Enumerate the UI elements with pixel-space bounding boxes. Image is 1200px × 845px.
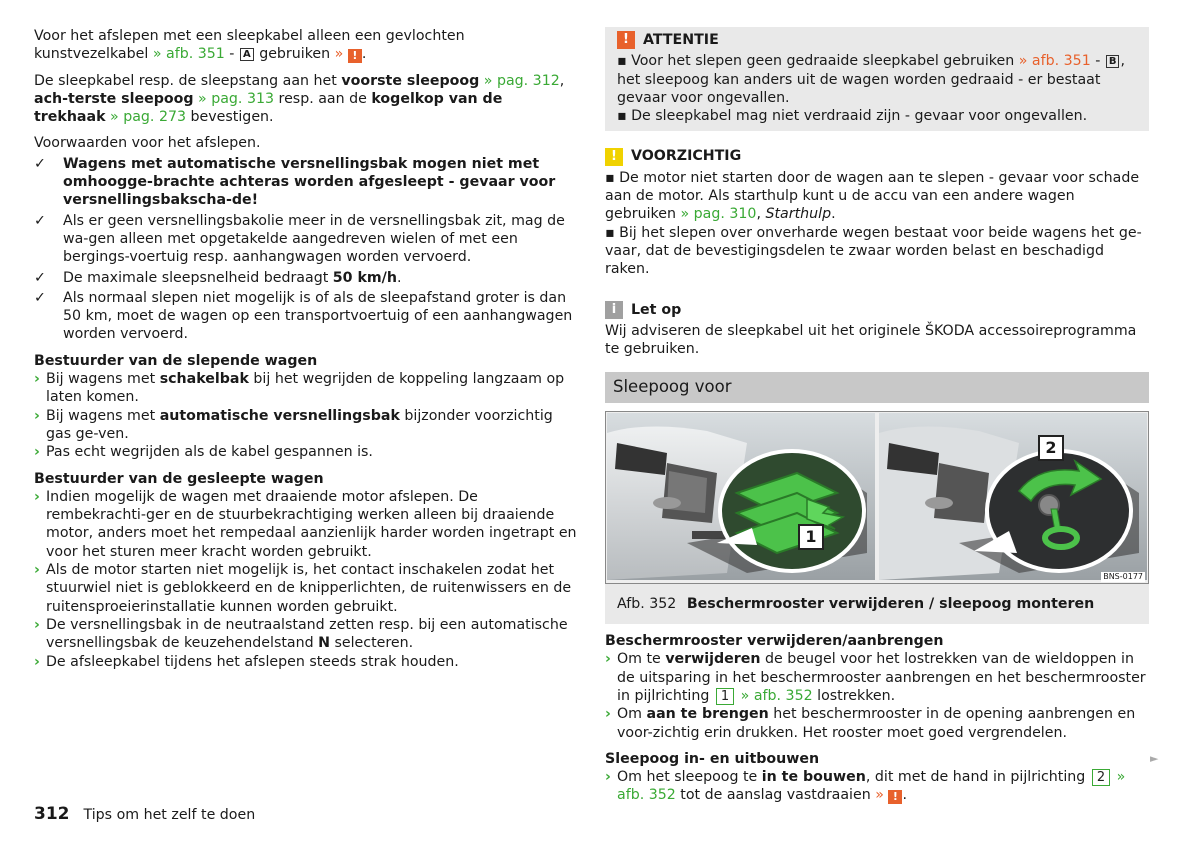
driver-towed-list — [34, 488, 578, 671]
list-item: › Bij wagens met automatische versnellingsbak bijzonder voorzichtig gas ge-ven. — [34, 407, 553, 442]
caution-line-2: ▪ Bij het slepen over onverharde wegen bestaat voor beide wagens het ge-vaar, dat de bevestigingsdelen te zwaar worden belast en beschadigd raken. — [605, 224, 1142, 278]
ref-fig-351[interactable]: » afb. 351 — [1018, 53, 1091, 70]
ref-page-312[interactable]: » pag. 312 — [479, 72, 560, 89]
driver-pulling-list — [34, 370, 578, 461]
ref-page-310[interactable]: » pag. 310 — [680, 206, 757, 223]
check-icon: ✓ — [34, 269, 46, 286]
arrow-direction-2-marker: 2 — [1092, 769, 1110, 786]
note-title: Let op — [631, 301, 682, 318]
list-item: › Om het sleepoog te in te bouwen, dit met de hand in pijlrichting 2 » afb. 352 tot de aanslag vastdraaien » ! . — [605, 769, 1126, 804]
note-text: Wij adviseren de sleepkabel uit het originele ŠKODA accessoireprogramma te gebruiken. — [605, 322, 1137, 358]
grille-list — [605, 650, 1149, 741]
driver-pulling-heading: Bestuurder van de slepende wagen — [34, 352, 318, 369]
check-icon: ✓ — [34, 212, 46, 229]
list-item: › Als de motor starten niet mogelijk is, het contact inschakelen zodat het stuurwiel niet is geblokkeerd en de knipperlichten, de ruitenwissers en de ruitensproeierinstallatie kunnen worden gebruikt. — [34, 562, 572, 615]
ref-fig-352[interactable]: » afb. 352 — [736, 687, 813, 704]
attention-box — [605, 27, 1149, 131]
badge-1: 1 — [798, 524, 824, 550]
chevron-right-icon: › — [605, 706, 611, 723]
check-icon: ✓ — [34, 155, 46, 172]
list-item: ✓ Als er geen versnellingsbakolie meer in de versnellingsbak zit, mag de wa-gen alleen met opgetakelde aangedreven wielen of met een bergings-voertuig resp. aanhangwagen worden vervoerd. — [34, 212, 565, 266]
list-item: › Indien mogelijk de wagen met draaiende motor afslepen. De rembekrachti-ger en de stuurbekrachtiging werken alleen bij draaiende motor, anders moet het rempedaal aanzienlijk harder worden ingetrapt en voor het sturen meer kracht worden gebruikt. — [34, 488, 577, 560]
list-item: ✓ De maximale sleepsnelheid bedraagt 50 km/h. — [34, 269, 402, 286]
list-item: ✓ Wagens met automatische versnellingsbak mogen niet met omhoogge-brachte achteras worden afgesleept - gevaar voor versnellingsbakscha-de! — [34, 155, 556, 209]
list-item: › Om te verwijderen de beugel voor het lostrekken van de wieldoppen in de uitsparing in het beschermrooster aanbrengen en het beschermrooster in pijlrichting 1 » afb. 352 lostrekken. — [605, 651, 1146, 704]
list-item: › De versnellingsbak in de neutraalstand zetten resp. bij een automatische versnellingsbak de keuzehendelstand N selecteren. — [34, 616, 568, 652]
caution-title: VOORZICHTIG — [631, 148, 742, 165]
chevron-right-icon: › — [34, 616, 40, 633]
caution-line-1: ▪ De motor niet starten door de wagen aan te slepen - gevaar voor schade aan de motor. Als starthulp kunt u de accu van een andere wagen gebruiken » pag. 310, Starthulp. — [605, 169, 1140, 223]
list-item: › Bij wagens met schakelbak bij het wegrijden de koppeling langzaam op laten komen. — [34, 371, 565, 406]
figure-352 — [605, 411, 1149, 584]
figure-caption — [605, 584, 1149, 624]
chevron-right-icon: › — [605, 769, 611, 786]
driver-towed-heading: Bestuurder van de gesleepte wagen — [34, 470, 324, 487]
chevron-right-icon: › — [34, 488, 40, 505]
list-item: › De afsleepkabel tijdens het afslepen steeds strak houden. — [34, 653, 459, 670]
eye-list — [605, 768, 1149, 805]
ref-fig-352[interactable]: » afb. 352 — [617, 769, 1126, 804]
attach-paragraph: De sleepkabel resp. de sleepstang aan het voorste sleepoog » pag. 312, ach-terste sleepoog » pag. 313 resp. aan de kogelkop van de trekhaak » pag. 273 bevestigen. — [34, 72, 565, 126]
figure-code: BNS-0177 — [1103, 571, 1143, 581]
conditions-list — [34, 155, 578, 344]
eye-heading: Sleepoog in- en uitbouwen — [605, 750, 820, 767]
list-item: › Pas echt wegrijden als de kabel gespannen is. — [34, 444, 373, 461]
grille-heading: Beschermrooster verwijderen/aanbrengen — [605, 633, 944, 650]
continue-arrow-icon: ► — [1150, 752, 1159, 765]
note-box — [605, 297, 1149, 365]
arrow-direction-1-marker: 1 — [716, 688, 734, 705]
ref-fig-351[interactable]: » afb. 351 — [152, 46, 225, 63]
caption-text: Beschermrooster verwijderen / sleepoog monteren — [686, 595, 1095, 612]
attention-title: ATTENTIE — [643, 32, 719, 48]
chevron-right-icon: › — [34, 371, 40, 388]
tow-eye-mounting-illustration — [879, 413, 1147, 580]
chevron-right-icon: › — [34, 653, 40, 670]
right-column — [605, 27, 1149, 813]
left-column — [34, 27, 578, 679]
caution-box — [605, 143, 1149, 284]
list-item: › Om aan te brengen het beschermrooster in de opening aanbrengen en voor-zichtig erin drukken. Het rooster moet goed vergrendelen. — [605, 706, 1136, 741]
list-item: ✓ Als normaal slepen niet mogelijk is of als de sleepafstand groter is dan 50 km, moet de wagen op een transportvoertuig of een aanhangwagen worden vervoerd. — [34, 289, 573, 343]
warning-icon: ! — [617, 31, 635, 49]
chapter-title: Tips om het zelf te doen — [83, 807, 256, 823]
page-number: 312 — [34, 804, 70, 824]
badge-2: 2 — [1038, 435, 1064, 461]
attention-line-2: ▪ De sleepkabel mag niet verdraaid zijn - gevaar voor ongevallen. — [617, 108, 1088, 125]
chevron-right-icon: › — [605, 651, 611, 668]
caution-icon: ! — [605, 148, 623, 166]
letter-b-marker: B — [1106, 55, 1120, 68]
ref-page-273[interactable]: » pag. 273 — [105, 109, 187, 126]
chevron-right-icon: › — [34, 407, 40, 424]
page-footer — [34, 805, 255, 824]
chevron-right-icon: › — [34, 444, 40, 461]
ref-warning[interactable]: » — [334, 46, 344, 63]
info-icon: i — [605, 301, 623, 319]
ref-warning[interactable]: » — [875, 787, 884, 804]
caption-number: Afb. 352 — [617, 595, 677, 612]
conditions-intro: Voorwaarden voor het afslepen. — [34, 135, 261, 152]
check-icon: ✓ — [34, 289, 46, 306]
letter-a-marker: A — [240, 48, 254, 61]
grille-removal-illustration — [607, 413, 875, 580]
chevron-right-icon: › — [34, 562, 40, 579]
ref-page-313[interactable]: » pag. 313 — [193, 90, 275, 107]
section-heading: Sleepoog voor — [605, 372, 1149, 402]
intro-paragraph: Voor het afslepen met een sleepkabel alleen een gevlochten kunstvezelkabel » afb. 351 - A gebruiken » ! . — [34, 28, 465, 63]
warning-icon: ! — [348, 49, 362, 63]
attention-line-1: ▪ Voor het slepen geen gedraaide sleepkabel gebruiken » afb. 351 - B , het sleepoog kan anders uit de wagen worden gedraaid - er bestaat gevaar voor ongevallen. — [617, 53, 1125, 106]
warning-icon: ! — [888, 790, 902, 804]
